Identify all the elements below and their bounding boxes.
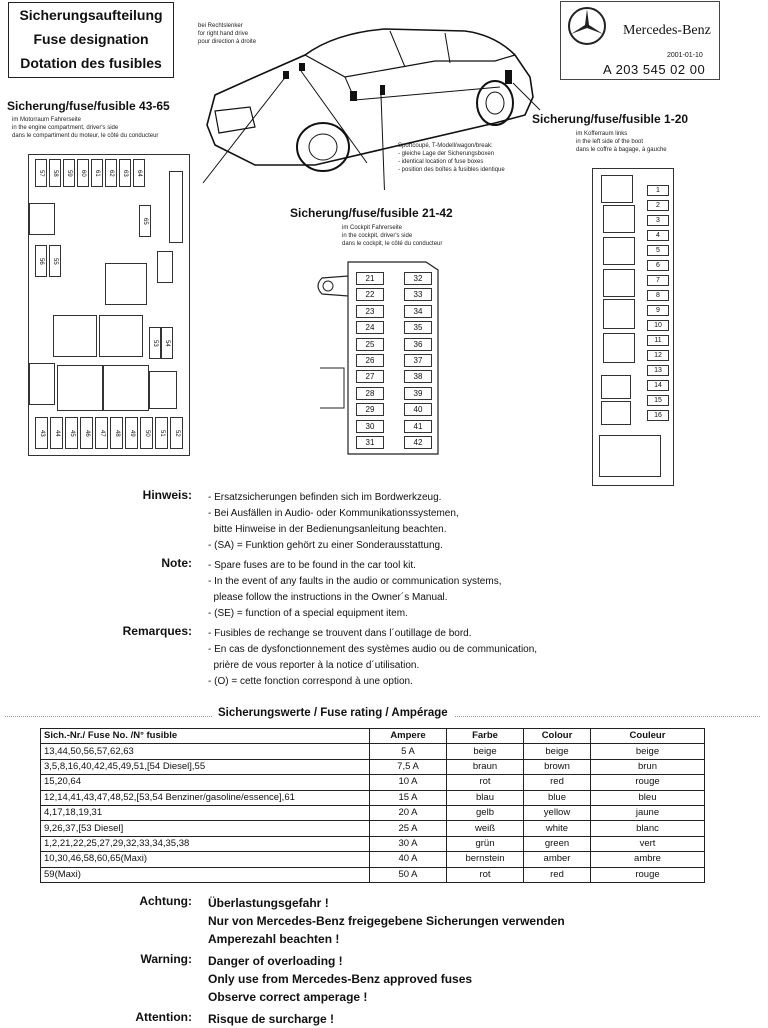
table-cell: 15 A: [370, 790, 447, 805]
relay: [157, 251, 173, 283]
engine-fuse-59: 59: [63, 159, 75, 187]
title-en: Fuse designation: [33, 31, 149, 47]
table-cell: 4,17,18,19,31: [41, 805, 370, 820]
relay: [603, 333, 635, 363]
table-cell: rot: [447, 867, 524, 882]
relay: [29, 363, 55, 405]
cockpit-fuse-28: 28: [356, 387, 384, 400]
engine-fuse-64: 64: [133, 159, 145, 187]
table-cell: yellow: [524, 805, 591, 820]
title-de: Sicherungsaufteilung: [19, 7, 163, 23]
table-row: [41, 821, 705, 836]
trunk-section-desc: im Kofferraum links in the left side of the boot dans le coffre à bagage, à gauche: [576, 131, 667, 153]
table-row: [41, 805, 705, 820]
table-cell: ambre: [591, 852, 705, 867]
trunk-fuse-14: 14: [647, 380, 669, 391]
table-cell: grün: [447, 836, 524, 851]
table-cell: gelb: [447, 805, 524, 820]
trunk-fuse-8: 8: [647, 290, 669, 301]
note-line: - (SA) = Funktion gehört zu einer Sonderausstattung.: [208, 540, 443, 551]
warning-line: Überlastungsgefahr !: [208, 896, 329, 910]
cockpit-section-heading: Sicherung/fuse/fusible 21-42: [290, 206, 453, 220]
engine-fuse-52: 52: [170, 417, 183, 449]
engine-fuse-60: 60: [77, 159, 89, 187]
table-cell: rouge: [591, 775, 705, 790]
trunk-fuse-4: 4: [647, 230, 669, 241]
relay: [603, 237, 635, 265]
relay: [603, 269, 635, 297]
relay: [601, 375, 631, 399]
table-cell: 3,5,8,16,40,42,45,49,51,[54 Diesel],55: [41, 759, 370, 774]
table-cell: beige: [447, 744, 524, 759]
cockpit-fuse-37: 37: [404, 354, 432, 367]
table-row: [41, 867, 705, 882]
cockpit-fuse-40: 40: [404, 403, 432, 416]
relay: [601, 175, 633, 203]
table-cell: 20 A: [370, 805, 447, 820]
trunk-fuse-15: 15: [647, 395, 669, 406]
warning-line: Nur von Mercedes-Benz freigegebene Sicherungen verwenden: [208, 914, 565, 928]
engine-fuse-49: 49: [125, 417, 138, 449]
trunk-fuse-10: 10: [647, 320, 669, 331]
note-line: - In the event of any faults in the audio or communication systems,: [208, 576, 502, 587]
table-cell: 40 A: [370, 852, 447, 867]
cockpit-fuse-30: 30: [356, 420, 384, 433]
warning-line: Amperezahl beachten !: [208, 932, 340, 946]
rating-title: Sicherungswerte / Fuse rating / Ampérage: [212, 707, 454, 719]
note-line: please follow the instructions in the Owner´s Manual.: [208, 592, 448, 603]
cockpit-fuse-42: 42: [404, 436, 432, 449]
warning-label: Attention:: [135, 1010, 192, 1024]
relay: [103, 365, 149, 411]
trunk-fuse-9: 9: [647, 305, 669, 316]
engine-fuse-54: 54: [161, 327, 173, 359]
table-cell: blau: [447, 790, 524, 805]
mercedes-star-logo: [567, 6, 607, 46]
trunk-fuse-12: 12: [647, 350, 669, 361]
table-cell: vert: [591, 836, 705, 851]
table-cell: red: [524, 775, 591, 790]
col-ampere: Ampere: [370, 729, 447, 744]
note-line: bitte Hinweise in der Bedienungsanleitung beachten.: [208, 524, 447, 535]
relay: [99, 315, 143, 357]
col-couleur: Couleur: [591, 729, 705, 744]
fuse-rating-table: [40, 728, 705, 883]
note-line: - Fusibles de rechange se trouvent dans l´outillage de bord.: [208, 628, 472, 639]
cockpit-fuse-36: 36: [404, 338, 432, 351]
table-cell: bernstein: [447, 852, 524, 867]
title-fr: Dotation des fusibles: [20, 55, 162, 71]
engine-section-desc: im Motorraum Fahrerseite in the engine compartment, driver's side dans le compartiment du moteur, le côté du conducteur: [12, 117, 159, 139]
trunk-fuse-3: 3: [647, 215, 669, 226]
table-cell: blue: [524, 790, 591, 805]
trunk-fuse-2: 2: [647, 200, 669, 211]
relay: [57, 365, 103, 411]
cockpit-fuse-35: 35: [404, 321, 432, 334]
trunk-fuse-13: 13: [647, 365, 669, 376]
engine-fuse-56: 56: [35, 245, 47, 277]
table-row: [41, 852, 705, 867]
table-row: [41, 744, 705, 759]
cockpit-fuse-26: 26: [356, 354, 384, 367]
relay: [169, 171, 183, 243]
note-line: - Spare fuses are to be found in the car tool kit.: [208, 560, 416, 571]
engine-fuse-50: 50: [140, 417, 153, 449]
title-box: [8, 2, 174, 78]
doc-date: 2001-01-10: [667, 52, 703, 59]
engine-fuse-46: 46: [80, 417, 93, 449]
table-row: [41, 790, 705, 805]
relay: [29, 203, 55, 235]
engine-fuse-61: 61: [91, 159, 103, 187]
note-line: - En cas de dysfonctionnement des systèmes audio ou de communication,: [208, 644, 538, 655]
cockpit-fuse-32: 32: [404, 272, 432, 285]
engine-fuse-48: 48: [110, 417, 123, 449]
table-header-row: [41, 729, 705, 744]
table-cell: weiß: [447, 821, 524, 836]
col-fuse-no: Sich.-Nr./ Fuse No. /N° fusible: [41, 729, 370, 744]
note-line: prière de vous reporter à la notice d´utilisation.: [208, 660, 420, 671]
engine-fuse-47: 47: [95, 417, 108, 449]
note-line: - (O) = cette fonction correspond à une option.: [208, 676, 413, 687]
trunk-fuse-1: 1: [647, 185, 669, 196]
table-cell: jaune: [591, 805, 705, 820]
rating-rows: [41, 744, 705, 883]
table-cell: 7,5 A: [370, 759, 447, 774]
table-cell: 59(Maxi): [41, 867, 370, 882]
trunk-fuse-16: 16: [647, 410, 669, 421]
cockpit-fuse-34: 34: [404, 305, 432, 318]
table-cell: brown: [524, 759, 591, 774]
trunk-fuse-5: 5: [647, 245, 669, 256]
cockpit-fuse-27: 27: [356, 370, 384, 383]
engine-fuse-51: 51: [155, 417, 168, 449]
doc-number: A 203 545 02 00: [603, 62, 706, 77]
cockpit-fuse-21: 21: [356, 272, 384, 285]
table-cell: blanc: [591, 821, 705, 836]
table-cell: bleu: [591, 790, 705, 805]
engine-fuse-62: 62: [105, 159, 117, 187]
relay: [105, 263, 147, 305]
table-cell: white: [524, 821, 591, 836]
cockpit-fuse-24: 24: [356, 321, 384, 334]
engine-fuse-65: 65: [139, 205, 151, 237]
note-line: - Bei Ausfällen in Audio- oder Kommunikationssystemen,: [208, 508, 459, 519]
trunk-section-heading: Sicherung/fuse/fusible 1-20: [532, 112, 689, 126]
cockpit-fuse-31: 31: [356, 436, 384, 449]
engine-fuse-43: 43: [35, 417, 48, 449]
table-cell: 25 A: [370, 821, 447, 836]
engine-fuse-45: 45: [65, 417, 78, 449]
rhd-note: bei Rechtslenker for right hand drive pour direction à droite: [198, 23, 257, 45]
table-cell: 10 A: [370, 775, 447, 790]
table-cell: rouge: [591, 867, 705, 882]
engine-fuse-53: 53: [149, 327, 161, 359]
table-cell: 15,20,64: [41, 775, 370, 790]
engine-fuse-63: 63: [119, 159, 131, 187]
table-cell: brun: [591, 759, 705, 774]
note-label: Note:: [161, 556, 192, 570]
table-cell: 5 A: [370, 744, 447, 759]
cockpit-fuse-38: 38: [404, 370, 432, 383]
cockpit-fuse-41: 41: [404, 420, 432, 433]
trunk-fuse-box: [592, 168, 674, 486]
trunk-fuse-6: 6: [647, 260, 669, 271]
relay: [603, 205, 635, 233]
warning-line: Danger of overloading !: [208, 954, 343, 968]
table-cell: red: [524, 867, 591, 882]
table-cell: beige: [524, 744, 591, 759]
table-cell: beige: [591, 744, 705, 759]
cockpit-fuse-22: 22: [356, 288, 384, 301]
note-label: Hinweis:: [142, 488, 192, 502]
table-cell: 13,44,50,56,57,62,63: [41, 744, 370, 759]
brand-box: [560, 1, 720, 80]
cockpit-fuse-25: 25: [356, 338, 384, 351]
note-line: - (SE) = function of a special equipment item.: [208, 608, 408, 619]
table-row: [41, 759, 705, 774]
relay: [603, 299, 635, 329]
cockpit-fuse-29: 29: [356, 403, 384, 416]
col-farbe: Farbe: [447, 729, 524, 744]
table-cell: 10,30,46,58,60,65(Maxi): [41, 852, 370, 867]
table-cell: 50 A: [370, 867, 447, 882]
warning-line: Observe correct amperage !: [208, 990, 368, 1004]
cockpit-fuse-39: 39: [404, 387, 432, 400]
table-cell: green: [524, 836, 591, 851]
cockpit-section-desc: im Cockpit Fahrerseite in the cockpit, driver's side dans le cockpit, le côté du conducteur: [342, 225, 443, 247]
table-row: [41, 836, 705, 851]
relay: [53, 315, 97, 357]
note-label: Remarques:: [122, 624, 192, 638]
relay: [149, 371, 177, 409]
cockpit-fuse-33: 33: [404, 288, 432, 301]
trunk-fuse-11: 11: [647, 335, 669, 346]
cockpit-fuse-23: 23: [356, 305, 384, 318]
note-line: - Ersatzsicherungen befinden sich im Bordwerkzeug.: [208, 492, 442, 503]
table-cell: rot: [447, 775, 524, 790]
engine-fuse-box: [28, 154, 190, 456]
engine-fuse-58: 58: [49, 159, 61, 187]
engine-fuse-57: 57: [35, 159, 47, 187]
relay: [599, 435, 661, 477]
warning-label: Warning:: [140, 952, 192, 966]
table-cell: 1,2,21,22,25,27,29,32,33,34,35,38: [41, 836, 370, 851]
trunk-fuse-7: 7: [647, 275, 669, 286]
table-row: [41, 775, 705, 790]
table-cell: 30 A: [370, 836, 447, 851]
table-cell: braun: [447, 759, 524, 774]
engine-fuse-44: 44: [50, 417, 63, 449]
variants-note: Sportcoupé, T-Modell/wagon/break: - gleiche Lage der Sicherungsboxen - identical location of fuse boxes - position des boîtes à fusibles identique: [398, 143, 505, 173]
engine-fuse-55: 55: [49, 245, 61, 277]
warning-label: Achtung:: [139, 894, 192, 908]
cockpit-fuse-box: [314, 258, 442, 458]
table-cell: amber: [524, 852, 591, 867]
warning-line: Only use from Mercedes-Benz approved fuses: [208, 972, 473, 986]
warning-line: Risque de surcharge !: [208, 1012, 335, 1026]
engine-section-heading: Sicherung/fuse/fusible 43-65: [7, 99, 170, 113]
col-colour: Colour: [524, 729, 591, 744]
table-cell: 9,26,37,[53 Diesel]: [41, 821, 370, 836]
relay: [601, 401, 631, 425]
brand-name: Mercedes-Benz: [623, 23, 711, 38]
table-cell: 12,14,41,43,47,48,52,[53,54 Benziner/gasoline/essence],61: [41, 790, 370, 805]
